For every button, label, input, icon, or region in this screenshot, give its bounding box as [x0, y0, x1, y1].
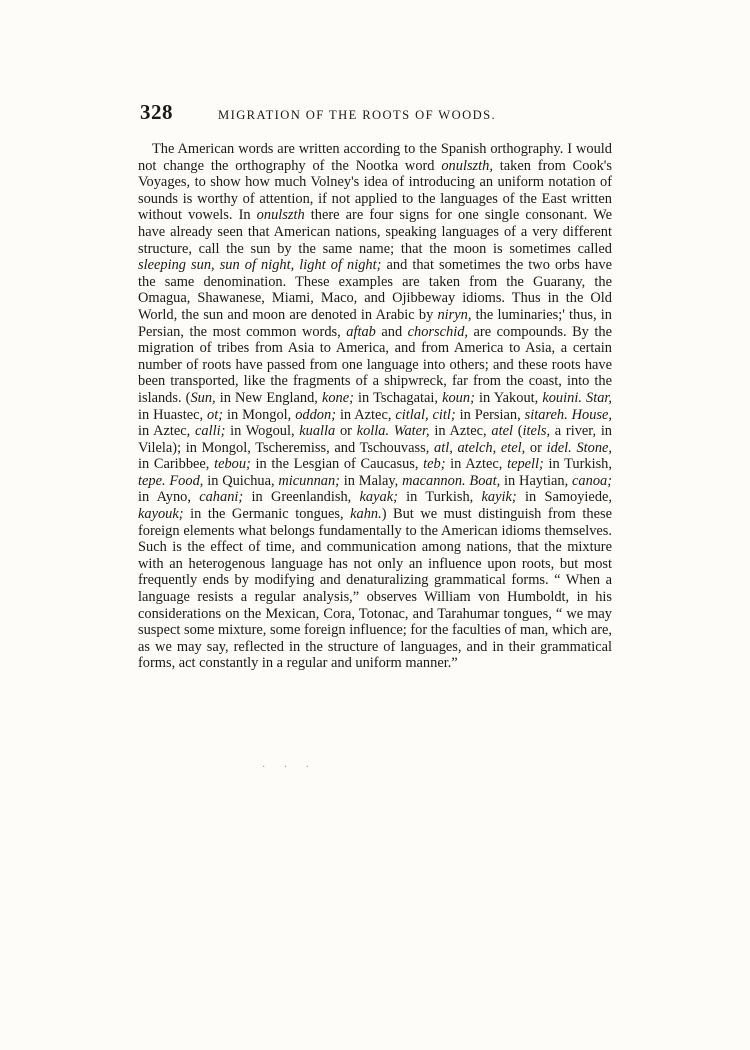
text-run: in Turkish,: [543, 456, 612, 473]
running-title: MIGRATION OF THE ROOTS OF WOODS.: [218, 108, 497, 122]
italic-term: Sun,: [190, 389, 216, 406]
italic-term: macannon. Boat,: [402, 472, 501, 489]
page-number: 328: [140, 100, 173, 124]
text-run: in Haytian,: [500, 472, 573, 489]
italic-term: chorschid,: [407, 323, 469, 340]
text-run: in the Germanic tongues,: [183, 506, 351, 523]
text-run: a river, in Vilela); in Mongol, Tscheremiss, and Tschouvass,: [138, 423, 613, 456]
italic-term: onulszth: [256, 207, 305, 224]
italic-term: kone;: [321, 389, 354, 406]
italic-term: niryn,: [437, 306, 472, 323]
italic-term: kouini. Star,: [542, 389, 612, 406]
italic-term: tebou;: [214, 456, 251, 473]
text-run: the luminaries;' thus, in Persian, the most common words,: [138, 306, 612, 340]
italic-term: micunnan;: [278, 472, 340, 489]
italic-term: onulszth,: [441, 157, 493, 174]
italic-term: idel. Stone,: [546, 439, 613, 456]
italic-term: kolla. Water,: [356, 423, 430, 440]
italic-term: itels,: [522, 423, 551, 440]
text-run: in Wogoul,: [225, 423, 300, 440]
text-run: in Greenlandish,: [243, 489, 360, 506]
italic-term: aftab: [346, 323, 376, 340]
italic-term: canoa;: [572, 472, 613, 489]
italic-term: kahn.: [350, 506, 382, 523]
italic-term: teb;: [423, 456, 446, 473]
italic-term: kualla: [299, 423, 336, 440]
italic-term: cahani;: [199, 489, 244, 506]
text-run: or: [335, 423, 357, 440]
text-run: in Aztec,: [445, 456, 508, 473]
text-run: in the Lesgian of Caucasus,: [250, 456, 424, 473]
text-run: in Samoyiede,: [516, 489, 612, 506]
italic-term: atel: [491, 423, 513, 440]
text-run: in Aztec,: [336, 406, 396, 423]
body-paragraph: [138, 141, 612, 672]
italic-term: citlal, citl;: [395, 406, 456, 423]
text-run: in New England,: [215, 389, 322, 406]
text-run: in Huastec,: [138, 406, 208, 423]
italic-term: ot;: [207, 406, 224, 423]
text-run: or: [525, 439, 547, 456]
italic-term: koun;: [442, 389, 475, 406]
italic-term: calli;: [195, 423, 226, 440]
italic-term: kayouk;: [138, 506, 184, 523]
text-run: in Persian,: [455, 406, 525, 423]
italic-term: atl, atelch, etel,: [434, 439, 526, 456]
text-run: in Yakout,: [474, 389, 543, 406]
text-run: The American words are written according to the Spanish orthography. I would not change the orthography of the Nootka word: [138, 141, 612, 174]
text-run: are compounds. By the migration of tribes from Asia to America, and from America to Asia, a certain number of roots have passed from one language into others; and these roots have been transported, like the fragments of a shipwreck, far from the coast, into the islands. (: [138, 323, 612, 406]
print-specks: · · ·: [262, 762, 317, 773]
page-header: [140, 100, 580, 130]
italic-term: oddon;: [295, 406, 336, 423]
text-run: in Caribbee,: [138, 456, 215, 473]
text-run: in Turkish,: [397, 489, 482, 506]
text-run: (: [512, 423, 523, 440]
text-run: in Aztec,: [138, 423, 195, 440]
text-run: in Quichua,: [203, 472, 279, 489]
italic-term: tepe. Food,: [138, 472, 204, 489]
italic-term: kayak;: [359, 489, 398, 506]
text-run: ) But we must distinguish from these foreign elements what belongs fundamentally to the American idioms themselves. Such is the effect of time, and communication among nations, that the mixture with an heterogenous language has not only an influence upon roots, but most frequently ends by modifying and denaturalizing grammatical forms. “ When a language resists a regular analysis,” observes William von Humboldt, in his considerations on the Mexican, Cora, Totonac, and Tarahumar tongues, “ we may suspect some mixture, some foreign influence; for the faculties of man, which are, as we may say, reflected in the structure of languages, and in their grammatical forms, act constantly in a regular and uniform manner.”: [138, 506, 612, 672]
italic-term: tepell;: [507, 456, 544, 473]
italic-term: kayik;: [481, 489, 517, 506]
text-run: in Aztec,: [429, 423, 492, 440]
text-run: there are four signs for one single consonant. We have already seen that American nations, speaking languages of a very different structure, call the sun by the same name; that the moon is sometimes called: [138, 207, 612, 257]
italic-term: sitareh. House,: [524, 406, 613, 423]
text-run: and that sometimes the two orbs have the same denomination. These examples are taken from the Guarany, the Omagua, Shawanese, Miami, Maco, and Ojibbeway idioms. Thus in the Old World, the sun and moon are denoted in Arabic by: [138, 257, 612, 323]
text-run: and: [375, 323, 408, 340]
text-run: in Tschagatai,: [353, 389, 443, 406]
text-run: in Ayno,: [138, 489, 200, 506]
text-run: taken from Cook's Voyages, to show how much Volney's idea of introducing an uniform notation of sounds is worthy of attention, if not applied to the languages of the East written without vowels. In: [138, 157, 612, 224]
text-run: in Malay,: [339, 472, 403, 489]
italic-term: sleeping sun, sun of night, light of night;: [138, 257, 382, 274]
text-run: in Mongol,: [223, 406, 296, 423]
